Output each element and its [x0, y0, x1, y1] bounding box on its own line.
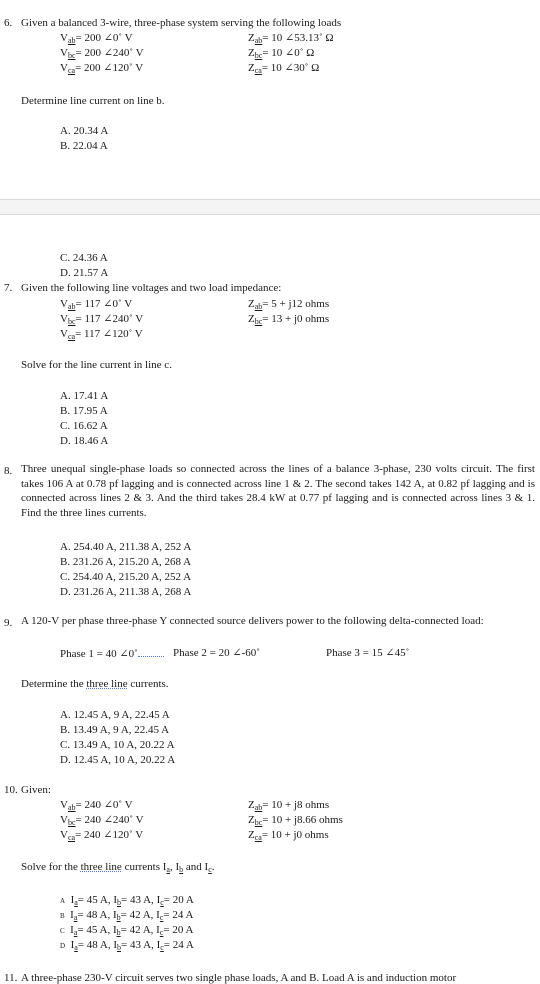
q6-choice-c: C. 24.36 A	[60, 252, 108, 264]
q7-choice-c: C. 16.62 A	[60, 420, 108, 432]
q10-vca: $V_{ca}= 240$ ∠120˚ V	[60, 829, 144, 842]
q6-prompt: Given a balanced 3-wire, three-phase system serving the following loads	[21, 17, 342, 29]
q7-choice-d: D. 18.46 A	[60, 435, 109, 447]
q7-zbc: $Z_{bc}= 13 + j0$ ohms	[248, 313, 330, 326]
q9-choice-b: B. 13.49 A, 9 A, 22.45 A	[60, 724, 170, 736]
q6-choice-b: B. 22.04 A	[60, 140, 108, 152]
q10-choice-d: D $I_a= 48$ A, $I_b= 43$ A, $I_c= 24$ A	[60, 939, 194, 952]
q7-zab: $Z_{ab}= 5 + j12$ ohms	[248, 298, 330, 311]
q9-prompt: A 120-V per phase three-phase Y connected source delivers power to the following delta-connected load:	[21, 615, 484, 627]
q9-phase3: Phase 3 = 15 ∠45˚	[326, 647, 410, 659]
q10-vbc: $V_{bc}= 240$ ∠240˚ V	[60, 814, 144, 827]
q7-number: 7.	[4, 282, 13, 294]
q10-zca: $Z_{ca}= 10 + j0$ ohms	[248, 829, 329, 842]
q10-choice-a: A $I_a= 45$ A, $I_b= 43$ A, $I_c= 20$ A	[60, 894, 194, 907]
q10-number: 10.	[4, 784, 18, 796]
q6-vab: $V_{ab}= 200$ ∠0˚ V	[60, 32, 133, 45]
q6-task: Determine line current on line b.	[21, 95, 165, 107]
q9-choice-c: C. 13.49 A, 10 A, 20.22 A	[60, 739, 175, 751]
q7-vbc: $V_{bc}= 117$ ∠240˚ V	[60, 313, 144, 326]
q6-choice-a: A. 20.34 A	[60, 125, 109, 137]
q11-prompt: A three-phase 230-V circuit serves two single phase loads, A and B. Load A is and induction motor	[21, 972, 457, 984]
q8-choice-d: D. 231.26 A, 211.38 A, 268 A	[60, 586, 192, 598]
q11-number: 11.	[4, 972, 18, 984]
q10-prompt: Given:	[21, 784, 51, 796]
q8-number: 8.	[4, 465, 13, 477]
q9-phase1: Phase 1 = 40 ∠0˚	[60, 647, 164, 660]
q6-zca: $Z_{ca}= 10$ ∠30˚ Ω	[248, 62, 320, 75]
q9-choice-a: A. 12.45 A, 9 A, 22.45 A	[60, 709, 170, 721]
q10-task: Solve for the three line currents $I_a$, $I_b$ and $I_c$.	[21, 861, 215, 874]
q6-vca: $V_{ca}= 200$ ∠120˚ V	[60, 62, 144, 75]
q7-choice-a: A. 17.41 A	[60, 390, 109, 402]
q7-task: Solve for the line current in line c.	[21, 359, 172, 371]
q6-vbc: $V_{bc}= 200$ ∠240˚ V	[60, 47, 144, 60]
q6-zab: $Z_{ab}= 10$ ∠53.13˚ Ω	[248, 32, 334, 45]
q10-choice-b: B $I_a= 48$ A, $I_b= 42$ A, $I_c= 24$ A	[60, 909, 194, 922]
q9-phase2: Phase 2 = 20 ∠-60˚	[173, 647, 260, 659]
q9-task: Determine the three line currents.	[21, 678, 169, 690]
q10-zab: $Z_{ab}= 10 + j8$ ohms	[248, 799, 330, 812]
q7-prompt: Given the following line voltages and two load impedance:	[21, 282, 282, 294]
q7-vab: $V_{ab}= 117$ ∠0˚ V	[60, 298, 133, 311]
q8-choice-b: B. 231.26 A, 215.20 A, 268 A	[60, 556, 192, 568]
q10-vab: $V_{ab}= 240$ ∠0˚ V	[60, 799, 133, 812]
q6-choice-d: D. 21.57 A	[60, 267, 109, 279]
q7-vca: $V_{ca}= 117$ ∠120˚ V	[60, 328, 143, 341]
q8-choice-a: A. 254.40 A, 211.38 A, 252 A	[60, 541, 192, 553]
q10-choice-c: C $I_a= 45$ A, $I_b= 42$ A, $I_c= 20$ A	[60, 924, 194, 937]
q9-number: 9.	[4, 617, 13, 629]
q7-choice-b: B. 17.95 A	[60, 405, 108, 417]
q6-zbc: $Z_{bc}= 10$ ∠0˚ Ω	[248, 47, 315, 60]
q8-choice-c: C. 254.40 A, 215.20 A, 252 A	[60, 571, 192, 583]
q6-number: 6.	[4, 17, 13, 29]
page-break	[0, 199, 540, 215]
q9-choice-d: D. 12.45 A, 10 A, 20.22 A	[60, 754, 176, 766]
q8-prompt: Three unequal single-phase loads so connected across the lines of a balance 3-phase, 230 volts circuit. The first takes 106 A at 0.78 pf lagging and is connected across line 1 & 2. The second takes 142 A, at 0.82 pf lagging and is connected across lines 2 & 3. And the third takes 28.4 kW at 0.77 pf lagging and is connected across lines 3 & 1. Find the three lines currents.	[21, 463, 535, 519]
q10-zbc: $Z_{bc}= 10 + j8.66$ ohms	[248, 814, 343, 827]
